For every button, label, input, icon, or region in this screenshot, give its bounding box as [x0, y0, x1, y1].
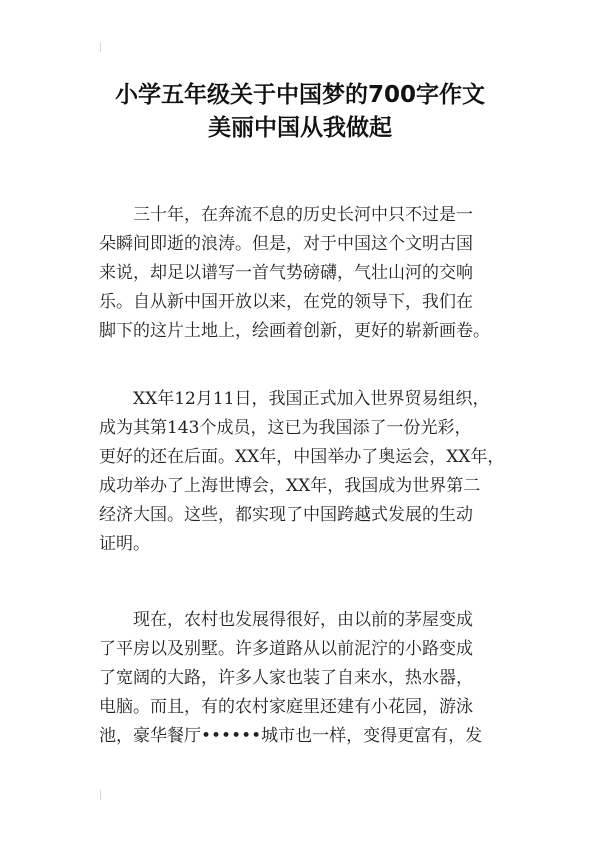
paragraph-line: 成为其第143个成员，这已为我国添了一份光彩，: [99, 418, 472, 438]
paragraph-line: 证明。: [99, 534, 150, 554]
paragraph-line: 了平房以及别墅。许多道路从以前泥泞的小路变成: [99, 639, 473, 659]
paragraph-line: 乐。自从新中国开放以来，在党的领导下，我们在: [99, 292, 473, 312]
paragraph-line: XX年12月11日，我国正式加入世界贸易组织，: [133, 389, 490, 409]
paragraph-2: [99, 385, 519, 559]
paragraph-1: [99, 201, 519, 346]
paragraph-line: 了宽阔的大路，许多人家也装了自来水，热水器，: [99, 668, 473, 688]
page-corner-mark-bottom: [100, 790, 101, 800]
paragraph-line: 成功举办了上海世博会，XX年，我国成为世界第二: [99, 476, 481, 496]
paragraph-line: 池，豪华餐厅••••••城市也一样，变得更富有，发: [99, 726, 483, 746]
paragraph-line: 现在，农村也发展得很好，由以前的茅屋变成: [133, 610, 473, 630]
paragraph-line: 来说，却足以谱写一首气势磅礴，气壮山河的交响: [99, 263, 473, 283]
paragraph-line: 朵瞬间即逝的浪涛。但是，对于中国这个文明古国: [99, 234, 473, 254]
page-corner-mark-top: [100, 42, 101, 52]
paragraph-line: 电脑。而且，有的农村家庭里还建有小花园，游泳: [99, 697, 473, 717]
paragraph-line: 脚下的这片土地上，绘画着创新，更好的崭新画卷。: [99, 321, 490, 341]
document-title: 小学五年级关于中国梦的700字作文: [114, 82, 485, 108]
paragraph-line: 更好的还在后面。XX年，中国举办了奥运会，XX年，: [99, 447, 505, 467]
document-subtitle: 美丽中国从我做起: [208, 115, 392, 141]
paragraph-line: 三十年，在奔流不息的历史长河中只不过是一: [133, 205, 473, 225]
paragraph-line: 经济大国。这些，都实现了中国跨越式发展的生动: [99, 505, 473, 525]
paragraph-3: [99, 606, 519, 751]
